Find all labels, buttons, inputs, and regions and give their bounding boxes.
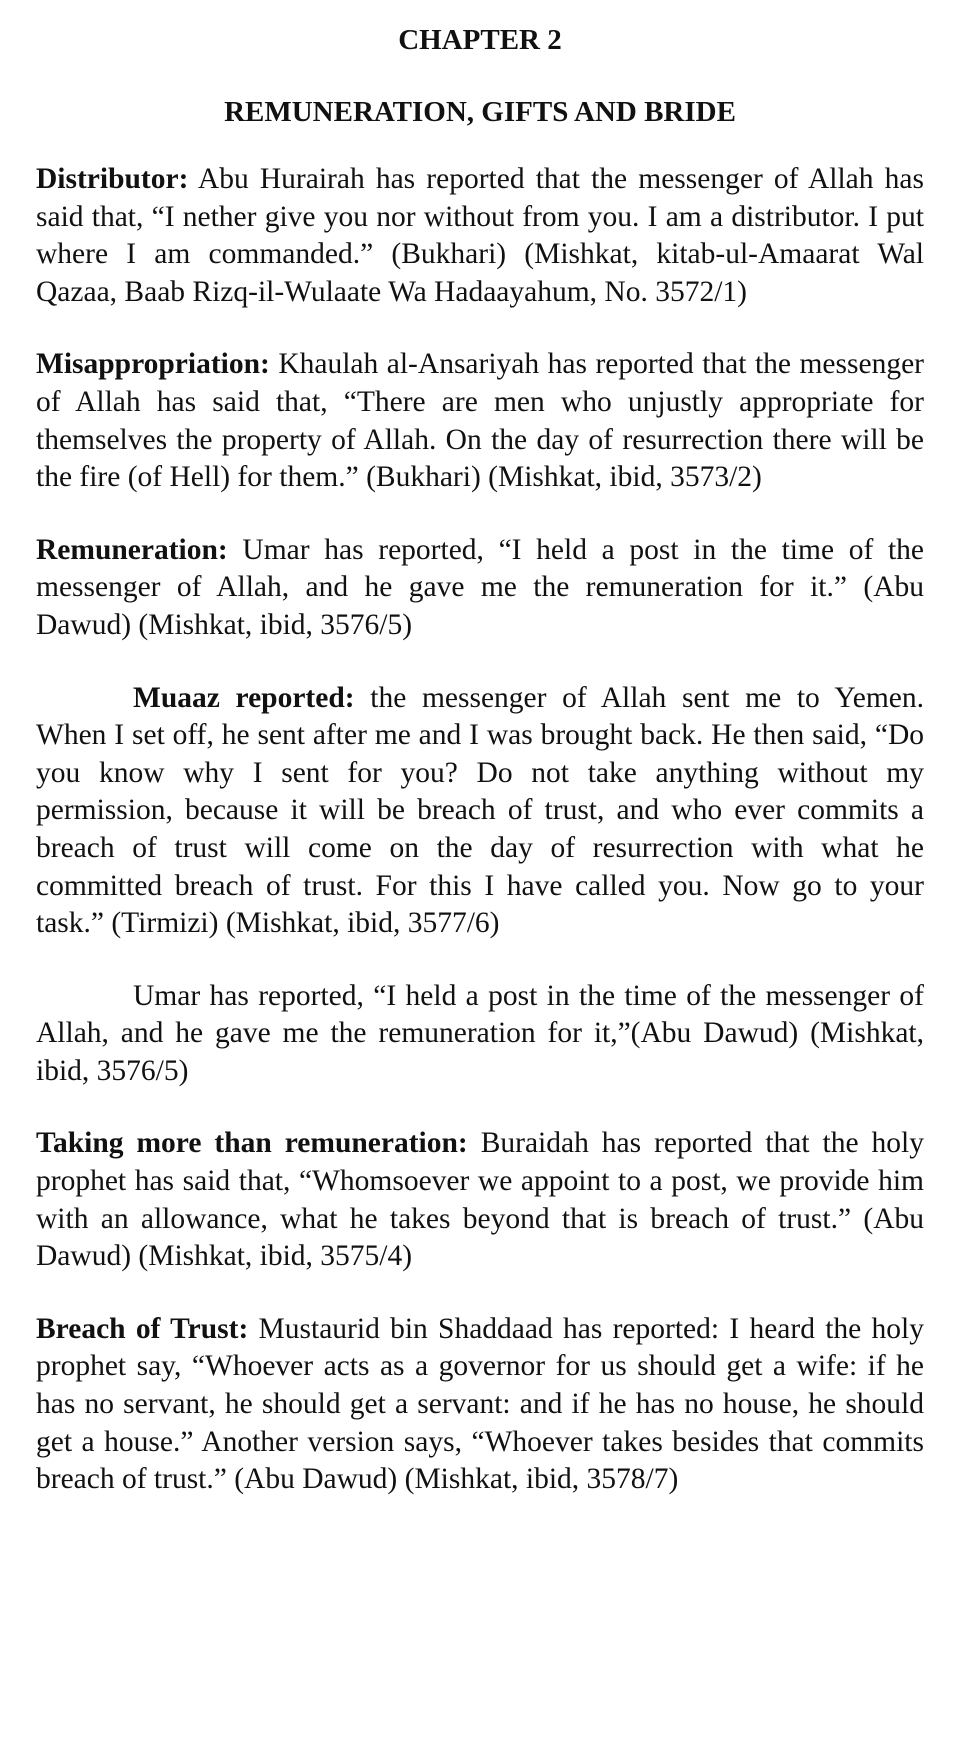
paragraph-umar (36, 978, 924, 1091)
chapter-number: CHAPTER 2 (398, 24, 562, 56)
paragraph-text: the messenger of Allah sent me to Yemen. When I set off, he sent after me and I was brought back. He then said, “Do you know why I sent for you? Do not take anything without my permission, because it will be breach of trust, and who ever commits a breach of trust will come on the day of resurrection with what he committed breach of trust. For this I have called you. Now go to your task.” (Tirmizi) (Mishkat, ibid, 3577/6) (36, 681, 924, 940)
paragraph-heading: Misappropriation: (36, 348, 270, 381)
chapter-title: REMUNERATION, GIFTS AND BRIDE (224, 96, 736, 128)
paragraph-breach-of-trust (36, 1311, 924, 1499)
paragraph-text: Mustaurid bin Shaddaad has reported: I heard the holy prophet say, “Whoever acts as a governor for us should get a wife: if he has no servant, he should get a servant: and if he has no house, he should get a house.” Another version says, “Whoever takes besides that commits breach of trust.” (Abu Dawud) (Mishkat, ibid, 3578/7) (36, 1312, 924, 1496)
paragraph-text: Khaulah al-Ansariyah has reported that the messenger of Allah has said that, “There are men who unjustly appropriate for themselves the property of Allah. On the day of resurrection there will be the fire (of Hell) for them.” (Bukhari) (Mishkat, ibid, 3573/2) (36, 348, 924, 494)
paragraph-taking-more (36, 1125, 924, 1275)
paragraph-heading: Muaaz reported: (133, 681, 355, 714)
paragraph-text: Abu Hurairah has reported that the messenger of Allah has said that, “I nether give you nor without from you. I am a distributor. I put where I am commanded.” (Bukhari) (Mishkat, kitab-ul-Amaarat Wal Qazaa, Baab Rizq-il-Wulaate Wa Hadaayahum, No. 3572/1) (36, 163, 924, 308)
paragraph-heading: Taking more than remuneration: (36, 1127, 468, 1160)
paragraph-remuneration (36, 532, 924, 645)
paragraph-misappropriation (36, 346, 924, 496)
paragraph-distributor (36, 161, 924, 311)
paragraph-text: Umar has reported, “I held a post in the time of the messenger of Allah, and he gave me the remuneration for it,”(Abu Dawud) (Mishkat, ibid, 3576/5) (36, 979, 924, 1087)
paragraph-heading: Distributor: (36, 163, 189, 195)
document-page (36, 22, 924, 1534)
paragraph-heading: Remuneration: (36, 533, 228, 566)
paragraph-muaaz (36, 680, 924, 943)
paragraph-text: Umar has reported, “I held a post in the time of the messenger of Allah, and he gave me the remuneration for it.” (Abu Dawud) (Mishkat, ibid, 3576/5) (36, 533, 924, 641)
paragraph-heading: Breach of Trust: (36, 1312, 249, 1345)
paragraph-text: Buraidah has reported that the holy prophet has said that, “Whomsoever we appoint to a post, we provide him with an allowance, what he takes beyond that is breach of trust.” (Abu Dawud) (Mishkat, ibid, 3575/4) (36, 1127, 924, 1273)
